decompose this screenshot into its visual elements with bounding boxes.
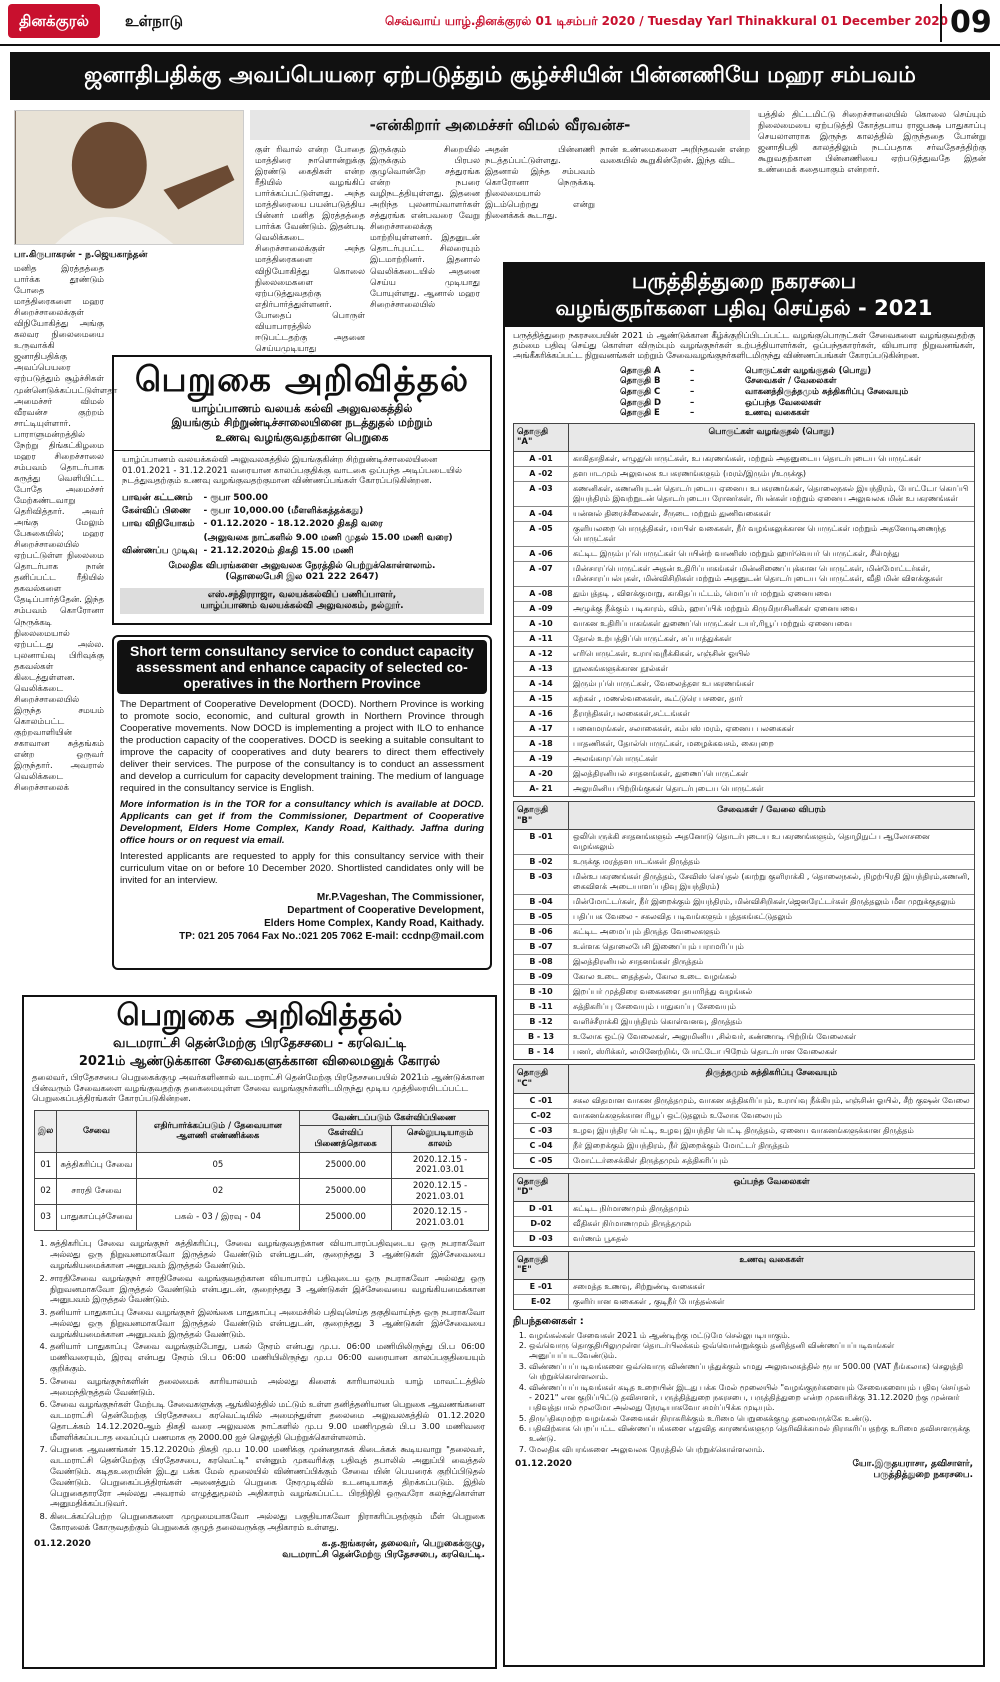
- item-desc: மின்உபகரணங்கள் திருத்தம், சேவிஸ் செய்தல் (காற்று குளிராக்கி , தொலைநகல், நிழற்பிரதி இயந்திரம்,கணனி, கைவிளக் அடையாளப்பதிவு இயந்திரம்): [573, 872, 970, 892]
- notice-intro: தலைவர், பிரதேசசபை பெறுகைக்குழு அவர்களினால் வடமராட்சி தென்மேற்கு பிரதேசசபையில் 2021ம் ஆண்டுக்கான பின்வரும் சேவைகளை வழங்குவதற்கு தகைமையுள்ள சேவை வழங்குநர்களிடமிருந்து மூடிய முத்திரையிடப்பட்ட பெறுகைப்பத்திரங்கள் கோரப்படுகின்றன.: [32, 1072, 485, 1105]
- item-desc: உலோக ஒட்டு வேலைகள், அலுமினிய ,சில்வர், கண்ணாடி பிற்றிங் வேலைகள்: [573, 1032, 857, 1042]
- table-row: [514, 1217, 974, 1232]
- date-line: செவ்வாய் யாழ்.தினக்குரல் 01 டிசம்பர் 2020 / Tuesday Yarl Thinakkural 01 December 2020: [385, 14, 948, 28]
- category-code: தொகுதி E: [620, 408, 660, 419]
- signature-line-3: Elders Home Complex, Kandy Road, Kaithady.: [264, 918, 484, 930]
- item-code: D-02: [514, 1217, 569, 1231]
- item-code: B -12: [514, 1015, 569, 1029]
- table-header-row: [514, 1252, 974, 1280]
- list-item: தொகுதி B – சேவைகள் / வேலைகள்: [620, 376, 837, 387]
- table-row: [514, 617, 974, 632]
- item-desc: பனைமரங்கள், சலாகைகள், கம்பஸ் மரம், ஏனைய பலகைகள்: [573, 724, 794, 734]
- article-column-5: நான் உண்மைகளை அறிந்தவன் என்ற வகையில் கூறுகின்றேன். இந்த விட: [600, 145, 750, 167]
- item-code: A -03: [514, 482, 569, 506]
- notice-subtitle-3: உணவு வழங்குவதற்கான பெறுகை: [215, 431, 389, 445]
- table-row: [514, 602, 974, 617]
- item-desc: வளிச்சீராக்கி இயந்திரம் கொள்வனவு, திருத்தம்: [573, 1017, 743, 1027]
- item-desc: நூலகங்களுக்கான நூல்கள்: [573, 664, 668, 674]
- table-row: [514, 452, 974, 467]
- item-desc: உருக்கு மரத்தளபாடங்கள் திருத்தம்: [573, 857, 700, 867]
- item-code: B -06: [514, 925, 569, 939]
- list-item: 7. மேலதிக விபரங்களை அலுவலக நேரத்தில் பெற்றுக்கொள்ளலாம்.: [529, 1445, 973, 1455]
- table-row: [122, 492, 459, 505]
- table-row: [514, 587, 974, 602]
- item-code: A -15: [514, 692, 569, 706]
- table-row: [122, 518, 459, 531]
- table-row: [514, 522, 974, 547]
- notice-subtitle-2: 2021ம் ஆண்டுக்கான சேவைகளுக்கான விலைமனுக் கோரல்: [78, 1053, 441, 1069]
- signature-line-1: க.த.ஐங்கரன், தலைவர், பெறுகைக்குழு,: [321, 1538, 485, 1549]
- category-desc: வாகனத்திருத்தமும் சுத்திகரிப்பு சேவையும்: [745, 386, 909, 397]
- item-code: A -17: [514, 722, 569, 736]
- item-desc: தோல் உற்பத்திப்பொருட்கள், சப்பாத்துக்கள்: [573, 634, 732, 644]
- category-tables: [505, 423, 983, 1310]
- item-code: D -01: [514, 1202, 569, 1216]
- item-code: A -01: [514, 452, 569, 466]
- cell-service: சாரதி சேவை: [57, 1178, 136, 1204]
- item-desc: கற்கள் , மணல்வகைகள், கூட்டுரெ பசளை, தார்: [573, 694, 743, 704]
- list-item: தொகுதி E – உணவு வகைகள்: [620, 408, 810, 419]
- item-desc: குளிர்பான வகைகள் , குடிநீர் போத்தல்கள்: [573, 1297, 725, 1307]
- category-table: [513, 1064, 975, 1168]
- item-desc: அழுக்கு நீக்கும் படிகாரம், விம், ஹாப்பிக் மற்றும் கிருமிநாசினிகள் ஏனையவை: [573, 604, 858, 614]
- column-header: தொகுதி "C": [514, 1065, 569, 1092]
- item-desc: கணனிகள், கணனியுடன் தொடர்புடைய ஏனைய உபகரணங்கள், தொலைநகல் இயந்திரம், போட்டோ கொப்பி இயந்திரம் இவற்றுடன் தொடர்புடைய ரோனர்கள், ரிபன்கள் மற்றும் ஏனைய அலுவலக மின் உபகரணங்கள்: [573, 484, 969, 504]
- cell-count: 02: [136, 1178, 299, 1204]
- table-row: [514, 782, 974, 796]
- item-code: A- 21: [514, 782, 569, 796]
- item-code: B -05: [514, 910, 569, 924]
- table-row: [514, 507, 974, 522]
- item-desc: கட்டிட அமைப்பும் திருத்த வேலைகளும்: [573, 927, 720, 937]
- item-code: A -12: [514, 647, 569, 661]
- item-code: C -04: [514, 1139, 569, 1153]
- table-row: [514, 467, 974, 482]
- list-item: 3. தனியார் பாதுகாப்பு சேவை வழங்குநர் இலங்கை பாதுகாப்பு அமைச்சில் பதிவுசெய்த தகுதிவாய்ந்த ஒரு நபராகவோ அல்லது ஒரு நிறுவனமாகவோ இருத்தல் வேண்டும் என்பதுடன், குறைந்தது 3 ஆண்டுகள் இச்சேவையை வழங்கியமைக்கான அனுபவம் இருத்தல் வேண்டும்.: [50, 1307, 485, 1339]
- consultancy-title: Short term consultancy service to conduct capacity assessment and enhance capacity of selected co-operatives in the Northern Province: [117, 640, 487, 694]
- article-column-6: யத்தில் திட்டமிட்டு சிறைச்சாலையில் கொலை செய்யும் நிலைமையை ஏற்படுத்தி கோத்தபாய ராஜபக்ஷ பாதுகாப்பு செயலாளராக இருந்த காலத்தில் இருந்ததை போன்று ஜனாதிபதி காலத்திலும் நடப்பதாக சர்வதேசத்திற்கு கூறுவதற்கான பின்னணியை ஏற்படுத்துவதே இதன் உண்மைக் கதையாகும் என்றார்.: [758, 110, 986, 176]
- notice-subtitle-2: இயங்கும் சிற்றுண்டிச்சாலையினை நடத்துதல் மற்றும்: [171, 416, 433, 430]
- table-row: [514, 737, 974, 752]
- item-desc: நீர் இறைக்கும் இயந்திரம், நீர் இறைக்கும் மோட்டர் திருத்தம்: [573, 1140, 790, 1150]
- item-desc: தளபாடமும் அலுவலக உபகரணங்களும் (மரம்/இரும்பு/உருக்கு): [573, 469, 807, 479]
- item-desc: உள்ளக தொலைபேசி இணைப்பும் பராமரிப்பும்: [573, 942, 744, 952]
- item-desc: அலங்காரப்பொருட்கள்: [573, 754, 658, 764]
- table-row: [514, 925, 974, 940]
- table-row: [122, 505, 459, 518]
- category-code: தொகுதி A: [620, 365, 661, 376]
- category-table: [513, 1173, 975, 1247]
- registration-title-line-2: வழங்குநர்களை பதிவு செய்தல் - 2021: [555, 296, 933, 321]
- item-desc: காகிதாதிகள், எழுதுபொருட்கள், உபகரணங்கள், மற்றும் அதனுடைய தொடர்புடைய பொருட்கள்: [573, 454, 921, 464]
- item-code: D -03: [514, 1232, 569, 1246]
- item-desc: இலத்திரனியல் சாதனங்கள் திருத்தம்: [573, 957, 704, 967]
- list-item: 6. சேவை வழங்குநர்கள் மேற்படி சேவைகளுக்கு ஆங்கிலத்தில் மட்டும் உள்ள தனித்தனியான பெறுகை ஆவணங்களை வடமராட்சி தென்மேற்கு பிரதேசசபை கரவெட்டியில் அமைந்துள்ள தலைமை அலுவலகத்தில் 01.12.2020 தொடக்கம் 14.12.2020ஆம் திகதி வரை அலுவலக நாட்களில் மு.ப 9.00 மணிமுதல் பி.ப 3.00 மணிவரை மீளளிக்கப்படாத வைப்புப் பணமாக ரூ 2000.00 ஐச் செலுத்தி பெற்றுக்கொள்ளலாம்.: [50, 1399, 485, 1442]
- column-header: சேவைகள் / வேலை விபரம்: [717, 805, 826, 816]
- item-code: A -16: [514, 707, 569, 721]
- person-photo-icon: [15, 111, 243, 244]
- services-table: [34, 1110, 489, 1232]
- item-desc: யன்னல் திரைச்சீலைகள், சீருடை மற்றும் துணிவகைகள்: [573, 509, 771, 519]
- article-subhead: -என்கிறார் அமைச்சர் விமல் வீரவன்ச-: [250, 110, 750, 140]
- table-row: [514, 1295, 974, 1309]
- item-desc: தீராந்திகள்,பலகைகள்,சட்டங்கள்: [573, 709, 690, 719]
- list-item: 4. தனியார் பாதுகாப்பு சேவை வழங்கும்போது, பகல் நேரம் என்பது மு.ப. 06:00 மணியிலிருந்து பி.ப 06:00 மணிவரையும், இரவு என்பது நேரம் பி.ப 06:00 மணியிலிருந்து மு.ப 06:00 வரையான காலப்பகுதியையும் குறிக்கும்.: [50, 1341, 485, 1373]
- column-header: ஒப்பந்த வேலைகள்: [733, 1176, 810, 1187]
- category-table: [513, 423, 975, 797]
- item-desc: உழவு இயந்திர பெட்டி, உழவு இயந்திர பெட்டி திருத்தம், ஏனைய வாகனங்களுக்கான திருத்தம்: [573, 1125, 914, 1135]
- registration-title-line-1: பருத்தித்துறை நகரசபை: [631, 269, 857, 293]
- item-desc: குளியலறை பொருத்திகள், மாபிள் வகைகள், நீர் வழங்கலுக்கான பொருட்கள் மற்றும் அதனோடிணைந்த பொருட்கள்: [573, 524, 947, 544]
- column-group-header: வேண்டப்படும் கேள்விப்பிணை: [300, 1110, 489, 1126]
- table-row: [514, 1232, 974, 1246]
- item-desc: சகல விதமான வாகன திருத்தமும், வாகன சுத்திகரிப்பும், உராய்வு நீக்கியும், எஞ்சின் ஓயில், சீற் குஷன் வேலை: [573, 1095, 970, 1105]
- table-row: [514, 895, 974, 910]
- item-code: B -02: [514, 855, 569, 869]
- category-code: தொகுதி C: [620, 386, 661, 397]
- detail-key: பாவன் கட்டணம்: [122, 492, 193, 503]
- table-row: [514, 1202, 974, 1217]
- table-row: [514, 940, 974, 955]
- table-row: [514, 1000, 974, 1015]
- consultancy-signature: [114, 889, 490, 945]
- table-row: [514, 547, 974, 562]
- conditions-list: [505, 1331, 983, 1456]
- table-row: [514, 1094, 974, 1109]
- item-desc: அலுமினிய பிற்றிங்குகள் தொடர்புடைய பொருட்கள்: [573, 784, 764, 794]
- item-code: A -04: [514, 507, 569, 521]
- item-desc: இலத்திரனியல் சாதனங்கள், துணைப்பொருட்கள்: [573, 769, 749, 779]
- notice-signature: [120, 588, 484, 615]
- table-row: [35, 1152, 489, 1178]
- notice-signature: [282, 1539, 485, 1562]
- column-header: தொகுதி "B": [514, 802, 569, 829]
- list-item: 5. திருப்திகரமற்ற வழங்கல் சேவைகள் நிராகரிக்கும் உரிமை பெறுகைக்குழு தலைவருக்கே உண்டு.: [529, 1414, 973, 1424]
- list-item: 4. விண்ணப்பப்படிவங்கள் கடித உறையின் இடது பக்க மேல் மூலையில் "வழங்குநர்களையும் சேவைகளையும் பதிவு செய்தல் - 2021" என குறிப்பிட்டு தவிசாளர், பருத்தித்துறை நகரசபை, பருத்தித்துறை என்ற முகவரிக்கு 31.12.2020 ற்கு முன்னர் பதிவுத்தபால் மூலமோ அல்லது நேரடியாகவோ சமர்ப்பிக்க முடியும்.: [529, 1383, 973, 1414]
- column-header: சேவை: [57, 1110, 136, 1152]
- notice-intro: யாழ்ப்பாணம் வலயக்கல்வி அலுவலகத்தில் இயங்குகின்ற சிற்றுண்டிச்சாலையினை 01.01.2021 - 31.12.2021 வரையான காலப்பகுதிக்கு வாடகை ஒப்பந்த அடிப்படையில் நடத்துவதற்கும் உணவு வழங்குவதற்குமான விண்ணப்பங்கள் கோரப்படுகின்றன.: [114, 450, 490, 489]
- cell-bond: 25000.00: [300, 1205, 392, 1231]
- table-row: [514, 910, 974, 925]
- cell-no: 03: [35, 1205, 57, 1231]
- item-desc: மின்சாரப்பொருட்கள் அதன் உதிரிப்பாகங்கள் மின்னிணைப்புக்கான பொருட்கள், மின்மோட்டர்கள், மின்சாரப்பல்புகள், மின்விசிறிகள் மற்றும் அதனுடன் தொடர்புடைய பொருட்கள், வீதி மின் விளக்குகள்: [573, 564, 943, 584]
- cell-bond: 25000.00: [300, 1178, 392, 1204]
- newspaper-logo: தினக்குரல்: [8, 4, 100, 38]
- item-code: A -07: [514, 562, 569, 586]
- item-desc: பாதணிகள், தோல்பொருட்கள், மழைக்கவசம், கையுறை: [573, 739, 774, 749]
- conditions-title: நிபந்தனைகள் :: [513, 1316, 584, 1328]
- detail-value: - ரூபா 500.00: [203, 492, 269, 503]
- item-code: C -05: [514, 1154, 569, 1168]
- item-code: E -01: [514, 1280, 569, 1294]
- table-row: [514, 767, 974, 782]
- list-item: தொகுதி A – பொருட்கள் வழங்குதல் (பொது): [620, 365, 872, 376]
- table-row: [514, 662, 974, 677]
- registration-title: [505, 264, 983, 327]
- table-row: [514, 1124, 974, 1139]
- table-header-row: [514, 424, 974, 452]
- list-item: தொகுதி C – வாகனத்திருத்தமும் சுத்திகரிப்பு சேவையும்: [620, 386, 909, 397]
- list-item: 1. சுத்திகரிப்பு சேவை வழங்குநர் சுத்திகரிப்பு, சேவை வழங்குவதற்கான வியாபாரப்பதிவுடைய ஒரு நபராகவோ அல்லது ஒரு நிறுவனமாகவோ இருத்தல் வேண்டும் என்பதுடன், குறைந்தது 3 ஆண்டுகள் இச்சேவையை வழங்கியமைக்கான அனுபவம் இருத்தல் வேண்டும்.: [50, 1238, 485, 1270]
- item-code: B -08: [514, 955, 569, 969]
- table-row: [514, 707, 974, 722]
- article-byline: பா.கிருபாகரன் - ந.ஜெயகாந்தன்: [14, 250, 148, 260]
- detail-key: பாவ விநியோகம்: [122, 519, 195, 530]
- item-desc: கோல உடை தைத்தல், கோல உடை வழங்கல்: [573, 972, 737, 982]
- table-row: [514, 830, 974, 855]
- item-desc: தும்புத்தடி , விளக்குமாறு, காகிதப்பட்டம், மொப்பர் மற்றும் ஏனையவை: [573, 589, 832, 599]
- table-row: [514, 1015, 974, 1030]
- notice-date: 01.12.2020: [34, 1538, 91, 1549]
- category-desc: சேவைகள் / வேலைகள்: [745, 376, 837, 387]
- column-header: கேள்விப் பிணைத்தொகை: [300, 1126, 392, 1152]
- item-desc: வர்ணம் பூசுதல்: [573, 1233, 628, 1243]
- item-code: B -10: [514, 985, 569, 999]
- list-item: 5. சேவை வழங்குநர்களின் தலைமைக் காரியாலயம் அல்லது கிளைக் காரியாலயம் யாழ் மாவட்டத்தில் அமைந்திருத்தல் வேண்டும்.: [50, 1376, 485, 1398]
- item-code: A -10: [514, 617, 569, 631]
- cell-period: 2020.12.15 - 2021.03.01: [392, 1152, 489, 1178]
- notice-footer: [24, 1535, 495, 1566]
- table-row: [514, 562, 974, 587]
- article-column-4: அதன் பின்னணி நடத்தப்பட்டுள்ளது. இதனால் இந்த சம்பவம் கொரோனா நெருக்கடி நிலைமையால் இடம்பெற்றது என்று நினைக்கக் கூடாது.: [485, 145, 595, 222]
- category-table: [513, 1251, 975, 1310]
- consultancy-notice: [112, 635, 492, 970]
- cell-period: 2020.12.15 - 2021.03.01: [392, 1205, 489, 1231]
- item-desc: சமைத்த உணவு, சிற்றுண்டி வகைகள்: [573, 1282, 705, 1292]
- list-item: 7. பெறுகை ஆவணங்கள் 15.12.2020ம் திகதி மு.ப 10.00 மணிக்கு முன்னதாகக் கிடைக்கக் கூடியவாறு "தலைவர், வடமராட்சி தென்மேற்கு பிரதேசசபை, கரவெட்டி" என்னும் முகவரிக்கு பதிவுத் தபாலில் அனுப்பி வைத்தல் வேண்டும். கடிதஉறையின் இடது பக்க மேல் மூலையில் விண்ணப்பிக்கும் சேவை யின் பெயரைக் குறிப்பிடுதல் வேண்டும். பெறுகைப்பத்திரங்கள் அனைத்தும் பெறுகை நேரமுடிவில் உடனடியாகத் திறக்கப்படும். இதில் பெறுகைதாரரோ அல்லது அவரால் எழுத்துமூலம் அதிகாரம் வழங்கப்பட்ட பிரதிநிதி ஒருவரோ கலந்துகொள்ள அனுமதிக்கப்படுவர்.: [50, 1444, 485, 1509]
- item-code: A -18: [514, 737, 569, 751]
- table-row: [514, 677, 974, 692]
- cell-count: பகல் - 03 / இரவு - 04: [136, 1205, 299, 1231]
- item-desc: சுத்திகரிப்பு சேவையும் பாதுகாப்பு சேவையும்: [573, 1002, 736, 1012]
- item-code: A -19: [514, 752, 569, 766]
- signature-contact: TP: 021 205 7064 Fax No.:021 205 7062 E-mail: ccdnp@mail.com: [179, 931, 484, 943]
- notice-title: பெறுகை அறிவித்தல்: [116, 998, 403, 1033]
- table-header-row: [514, 1065, 974, 1093]
- item-code: B - 13: [514, 1030, 569, 1044]
- item-code: A -20: [514, 767, 569, 781]
- item-code: A -08: [514, 587, 569, 601]
- item-desc: இரும்புப்பொருட்கள், வேலைத்தள உபகரணங்கள்: [573, 679, 754, 689]
- detail-value: (அலுவலக நாட்களில் 9.00 மணி முதல் 15.00 மணி வரை): [203, 532, 453, 543]
- category-desc: பொருட்கள் வழங்குதல் (பொது): [745, 365, 872, 376]
- table-row: [514, 1280, 974, 1295]
- list-item: 8. கிடைக்கப்பெற்ற பெறுகைகளை முழுமையாகவோ அல்லது பகுதியாகவோ நிராகரிப்பதற்கும் மீள் பெறுகை கோரலைக் கோருவதற்கும் பெறுகைக் குழுத் தலைவருக்கு அதிகாரம் உள்ளது.: [50, 1511, 485, 1533]
- cell-bond: 25000.00: [300, 1152, 392, 1178]
- category-desc: உணவு வகைகள்: [745, 408, 810, 419]
- table-row: [514, 1154, 974, 1168]
- item-desc: வாகன உதிரிப்பாகங்கள் துணைப்பொருட்கள் டயர்,ரியூப் மற்றும் ஏனையவை: [573, 619, 852, 629]
- item-code: B -09: [514, 970, 569, 984]
- article-column-3: இருக்கும் சிறையில் இருக்கும் பிரபல குழுவொன்றே சத்துரங்க என்ற நபரை வழிநடத்தியுள்ளது. இதனை அறிந்த புலனாய்வாளர்கள் சத்துரங்க என்பவரை வேறு சிறைச்சாலைக்கு மாற்றியுள்ளனர். இதனுடன் தொடர்புபட்ட சிலரையும் இடமாற்றினர். இதனால் வெலிக்கடையில் அதனை செய்ய முடியாது போயுள்ளது. ஆனால் மஹர சிறைச்சாலையில்: [370, 145, 480, 310]
- column-header: பொருட்கள் வழங்குதல் (பொது): [708, 426, 835, 437]
- item-code: B -01: [514, 830, 569, 854]
- table-header-row: [514, 1174, 974, 1202]
- item-code: B -03: [514, 870, 569, 894]
- item-desc: வீதிகள் நிர்மாணமும் திருத்தமும்: [573, 1218, 692, 1228]
- table-row: [35, 1205, 489, 1231]
- column-header: தொகுதி "D": [514, 1174, 569, 1201]
- notice-closing: மேலதிக விபரங்களை அலுவலக நேரத்தில் பெற்றுக்கொள்ளலாம்.: [168, 561, 436, 572]
- column-header: தொகுதி "A": [514, 424, 569, 451]
- list-item: 2. சாரதிசேவை வழங்குநர் சாரதிசேவை வழங்குவதற்கான வியாபாரப் பதிவுடைய ஒரு நபராகவோ அல்லது ஒரு நிறுவனமாகவோ இருத்தல் வேண்டும் என்பதுடன், குறைந்தது 3 ஆண்டுகள் இச்சேவையை வழங்கியமைக்கான அனுபவம் இருத்தல் வேண்டும்.: [50, 1273, 485, 1305]
- notice-footer: [505, 1455, 983, 1486]
- item-desc: மின்மோட்டர்கள், நீர் இறைக்கும் இயந்திரம், மின்விசிறிகள்,ஜெனரேட்டர்கள் திருத்தலும் மீள முறுக்குதலும்: [573, 897, 956, 907]
- category-code: தொகுதி B: [620, 376, 661, 387]
- item-desc: வாகனங்களுக்கான ரியூப் ஒட்டுதலும் உலோக வேலையும்: [573, 1110, 782, 1120]
- table-row: [35, 1178, 489, 1204]
- signature-line-2: பருத்தித்துறை நகரசபை.: [873, 1470, 973, 1481]
- item-code: B -07: [514, 940, 569, 954]
- table-row: [514, 482, 974, 507]
- signature-line-1: எஸ்.சந்திரராஜா, வலயக்கல்விப் பணிப்பாளர்,: [207, 589, 397, 600]
- category-desc: ஒப்பந்த வேலைகள்: [745, 397, 822, 408]
- item-code: C-02: [514, 1109, 569, 1123]
- table-row: [514, 1109, 974, 1124]
- cell-period: 2020.12.15 - 2021.03.01: [392, 1178, 489, 1204]
- table-row: [514, 722, 974, 737]
- column-header: தொகுதி "E": [514, 1252, 569, 1279]
- minister-photo: [14, 110, 244, 245]
- item-code: C -01: [514, 1094, 569, 1108]
- table-row: [514, 855, 974, 870]
- table-row: [122, 545, 459, 558]
- signature-line-2: வடமராட்சி தென்மேற்கு பிரதேசசபை, கரவெட்டி.: [282, 1549, 485, 1560]
- cell-count: 05: [136, 1152, 299, 1178]
- item-code: E-02: [514, 1295, 569, 1309]
- item-code: A -11: [514, 632, 569, 646]
- signature-line-2: யாழ்ப்பாணம் வலயக்கல்வி அலுவலகம், நல்லூர்.: [200, 600, 404, 611]
- item-desc: பதிப்பக வேலை - சகலவித படிவங்களும் புத்தகங்கட்டுதலும்: [573, 912, 793, 922]
- table-row: [514, 647, 974, 662]
- list-item: 1. வழங்கல்கள் சேவைகள் 2021 ம் ஆண்டிற்கு மட்டுமே செல்லுபடியாகும்.: [529, 1331, 973, 1341]
- item-code: A -09: [514, 602, 569, 616]
- notice-phone: (தொலைபேசி இல 021 222 2647): [225, 572, 379, 583]
- detail-key: விண்ணப்ப முடிவு: [122, 545, 198, 556]
- section-name: உள்நாடு: [125, 12, 183, 30]
- notice-details-table: [122, 492, 459, 558]
- signature-line-1: யோ.இருதயராசா, தவிசாளர்,: [852, 1459, 973, 1470]
- table-header-row: [35, 1110, 489, 1126]
- table-row: [514, 1139, 974, 1154]
- table-row: [514, 752, 974, 767]
- item-code: B -04: [514, 895, 569, 909]
- consultancy-paragraph-1: The Department of Cooperative Development (DOCD). Northern Province is working to promote socio, economic, and cultural growth in Northern Province through Cooperative movements. Now DOCD is implementing a project with ILO to enhance the production capacity of the cooperatives. DOCD is seeking a suitable consultant to improve the capacity of cooperatives and duty bearers to direct them effectively deliver their services. The purpose of the consultancy is to conduct an assessment and develop a curriculum for capacity development training. The medium of language required in the consultancy service is English.: [120, 699, 484, 795]
- table-row: [514, 955, 974, 970]
- supplier-registration-notice: [503, 262, 985, 1667]
- column-header: உணவு வகைகள்: [739, 1254, 804, 1265]
- column-header: செல்லுபடியாகும் காலம்: [392, 1126, 489, 1152]
- table-header-row: [514, 802, 974, 830]
- item-code: A -02: [514, 467, 569, 481]
- item-desc: ஒலிபெருக்கி சாதனங்களும் அதனோடு தொடர்புடைய உபகரணங்களும், தொழிநுட்ப ஆலோசனை வழங்கலும்: [573, 832, 930, 852]
- list-item: 3. விண்ணப்பப்படிவங்களை ஒவ்வொரு விண்ணப்பத்துக்கும் எமது அலுவலகத்தில் ரூபா 500.00 (VAT நீங்கலாக) செலுத்தி பெற்றுக்கொள்ளலாம்.: [529, 1362, 973, 1383]
- notice-title: பெறுகை அறிவித்தல்: [134, 360, 470, 400]
- list-item: 6. பதிவிற்காக பெறப்பட்ட விண்ணப்பங்களை எதுவித காரணங்களுமு தெரிவிக்காமல் நிராகரிப்பதற்கு உரிமை தவிசாளருக்கு உண்டு.: [529, 1424, 973, 1445]
- cell-no: 01: [35, 1152, 57, 1178]
- column-header: எதிர்பார்க்கப்படும் / தேவையான ஆளணி எண்ணிக்கை: [136, 1110, 299, 1152]
- table-row: [514, 632, 974, 647]
- article-column-2: குள் ரிவால் என்ற போதை மாத்திரை நாளொன்றுக்கு இரண்டு கைதிகள் என்ற ரீதியில் வழங்கிப் பார்க்கப்பட்டுள்ளது. அந்த மாத்திரையை பயன்படுத்திய பின்னர் மனித இரத்தத்தை பார்க்க வேண்டும். இதன்படி வெலிக்கடை சிறைச்சாலைக்குள் அந்த மாத்திரைகளை விநியோகித்து கொலை நிலைமைகளை ஏற்படுத்துவதற்கு எதிர்பார்த்துள்ளனர். போதைப் பொருள் வியாபாரத்தில் ஈடுபட்டதற்கு அதனை செய்யமுடியாது: [255, 145, 365, 354]
- detail-key: கேள்விப் பிணை: [122, 506, 191, 517]
- table-row: [514, 1045, 974, 1059]
- registration-intro: பருத்தித்துறை நகரசபையின் 2021 ம் ஆண்டுக்கான கீழ்க்குறிப்பிடப்பட்ட வழங்குபொருட்கள் சேவைகளை வழங்குவதற்கு தம்மை பதிவு செய்து கொள்ள விரும்பும் வழங்குநர்கள் உற்பத்தியாளர்கள், ஒப்பந்தகாரர்கள், வியாபார நிறுவனங்கள், அங்கீகரிக்கப்பட்ட நிறுவனங்கள் மற்றும் சேவைவழங்குநர்களிடமிருந்து விண்ணப்பங்கள் கோரப்படுகின்றன.: [513, 329, 975, 361]
- list-item: தொகுதி D – ஒப்பந்த வேலைகள்: [620, 397, 822, 408]
- consultancy-paragraph-2: More information is in the TOR for a consultancy which is available at DOCD. Applicants can get if from the Commissioner, Department of Cooperative Development, Elders Home Complex, Kandy Road, Kaithady. Jaffna during office hours or on request via email.: [120, 799, 484, 847]
- item-desc: கட்டிட இரும்புப்பொருட்கள் பெயின்ற் வாணிஸ் மற்றும் ஹார்வெயர் பொருட்கள், சீமெந்து: [573, 549, 900, 559]
- item-desc: இறப்பர் முத்திரை வகைகளை தயாரித்து வழங்கல்: [573, 987, 753, 997]
- page-number: 09: [940, 4, 992, 42]
- item-desc: மோட்டர்சைக்கிள் திருத்தமும் சுத்திகரிப்பும்: [573, 1155, 729, 1165]
- notice-subtitle-1: யாழ்ப்பாணம் வலயக் கல்வி அலுவலகத்தில்: [191, 401, 413, 415]
- item-code: C -03: [514, 1124, 569, 1138]
- detail-value: - 01.12.2020 - 18.12.2020 திகதி வரை: [203, 519, 383, 530]
- item-code: A -14: [514, 677, 569, 691]
- table-row: [514, 692, 974, 707]
- detail-key: [122, 532, 203, 545]
- category-table: [513, 801, 975, 1060]
- signature-line-1: Mr.P.Vageshan, The Commissioner,: [316, 892, 484, 904]
- table-row: [514, 970, 974, 985]
- detail-value: - ரூபா 10,000.00 (மீளளிக்கத்தக்கது): [203, 506, 364, 517]
- table-row: [122, 532, 459, 545]
- notice-subtitle-1: வடமராட்சி தென்மேற்கு பிரதேசசபை - கரவெட்டி: [113, 1035, 406, 1051]
- signature-line-2: Department of Cooperative Development,: [287, 905, 484, 917]
- item-code: B -11: [514, 1000, 569, 1014]
- detail-value: - 21.12.2020ம் திகதி 15.00 மணி: [203, 545, 354, 556]
- item-desc: பனர், ஸ்ரிக்கர், லமினேற்றிங், போட்டோ பிறேம் தொடர்பான வேலைகள்: [573, 1047, 838, 1057]
- table-row: [514, 870, 974, 895]
- item-desc: கட்டிட நிர்மாணமும் திருத்தமும்: [573, 1203, 689, 1213]
- item-desc: எரிபொருட்கள், உராய்வுநீக்கிகள், எஞ்சின் ஓயில்: [573, 649, 750, 659]
- item-code: A -06: [514, 547, 569, 561]
- column-header: இல: [35, 1110, 57, 1152]
- column-header: திருத்தமும் சுத்திகரிப்பு சேவையும்: [705, 1068, 838, 1079]
- consultancy-paragraph-3: Interested applicants are requested to apply for this consultancy service with their curriculum vitae on or before 10 December 2020. Shortlisted candidates only will be invited for an interview.: [120, 851, 484, 887]
- item-code: B - 14: [514, 1045, 569, 1059]
- pradeshiya-sabha-procurement-notice: [22, 995, 497, 1669]
- cell-no: 02: [35, 1178, 57, 1204]
- article-headline: ஜனாதிபதிக்கு அவப்பெயரை ஏற்படுத்தும் சூழ்ச்சியின் பின்னணியே மஹர சம்பவம்: [10, 52, 990, 100]
- item-code: A -13: [514, 662, 569, 676]
- canteen-procurement-notice: [112, 355, 492, 625]
- conditions-list: [24, 1234, 495, 1532]
- item-code: A -05: [514, 522, 569, 546]
- category-list: [620, 366, 983, 419]
- category-code: தொகுதி D: [620, 397, 662, 408]
- table-row: [514, 985, 974, 1000]
- notice-date: 01.12.2020: [515, 1459, 572, 1470]
- cell-service: பாதுகாப்புச்சேவை: [57, 1205, 136, 1231]
- notice-signature: [852, 1459, 973, 1482]
- article-column-1: மனித இரத்தத்தை பார்க்க தூண்டும் போதை மாத்திரைகளை மஹர சிறைச்சாலைக்குள் விநியோகித்து அங்கு கலவர நிலைமையை உருவாக்கி ஜனாதிபதிக்கு அவப்பெயரை ஏற்படுத்தும் சூழ்ச்சிகள் முன்னெடுக்கப்பட்டுள்ளதா அமைச்சர் விமல் வீரவன்ச குற்றம் சாட்டியுள்ளார். பாராளுமன்றத்தில் நேற்று திங்கட்கிழமை மஹர சிறைச்சாலை சம்பவம் தொடர்பாக கருத்து வெளியிட்ட போதே அமைச்சர் மேற்கண்டவாறு தெரிவித்தார். அவர் அங்கு மேலும் பேசுகையில்; மஹர சிறைச்சாலையில் ஏற்பட்டுள்ள நிலைமை தொடர்பாக நான் தனிப்பட்ட ரீதியில் தகவல்களை தேடிப்பார்த்தேன். இந்த சம்பவம் கொரோனா நெருக்கடி நிலைமையால் ஏற்பட்டது அல்ல. புலனாய்வு பிரிவுக்கு தகவல்கள் கிடைத்துள்ளன. வெலிக்கடை சிறைச்சாலையில் இருந்த சமயம் கொலம்பட்ட குற்றவாளியின் சகாவான சுத்தங்கம் என்ற ஒருவர் இருந்தார். அவரால் வெலிக்கடை சிறைச்சாலைக்: [14, 264, 118, 794]
- list-item: 2. ஒவ்வொரு தொகுதியிலுமுள்ள தொடர்பிலக்கம் ஒவ்வொன்றுக்கும் தனித்தனி விண்ணப்பப்படிவங்கள் அனுப்பப்படவேண்டும்.: [529, 1341, 973, 1362]
- table-row: [514, 1030, 974, 1045]
- cell-service: சுத்திகரிப்பு சேவை: [57, 1152, 136, 1178]
